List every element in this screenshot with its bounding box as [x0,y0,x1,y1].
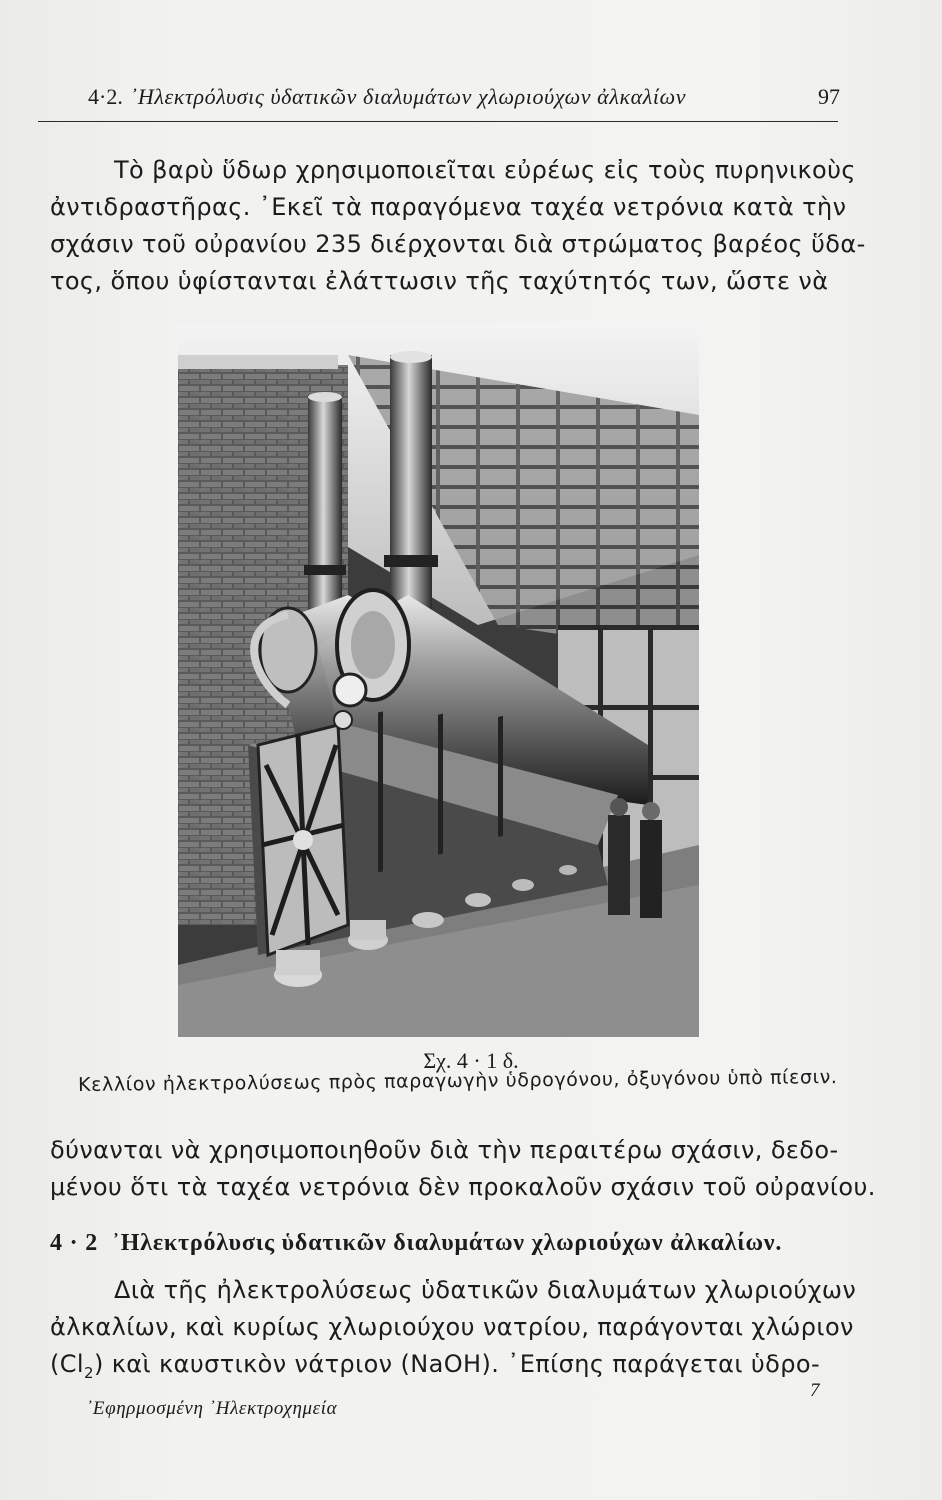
text-line: Τὸ βαρὺ ὕδωρ χρησιμοποιεῖται εὐρέως εἰς τοὺς πυρηνικοὺς [114,156,856,184]
formula-text: (Cl [50,1350,84,1378]
text-line: μένου ὅτι τὰ ταχέα νετρόνια δὲν προκαλοῦν σχάσιν τοῦ οὐρανίου. [50,1173,876,1201]
paragraph-electrolysis [50,1272,857,1383]
section-title: ᾿Ηλεκτρόλυσις ὑδατικῶν διαλυμάτων χλωριούχων ἀλκαλίων. [112,1230,783,1256]
paragraph-fission [50,1132,876,1206]
footer-book-title: ᾿Εφηρμοσμένη ᾿Ηλεκτροχημεία [86,1398,338,1419]
figure-label: Σχ. 4 · 1 δ. [423,1048,519,1073]
electrolysis-cell-photo [178,325,699,1037]
section-heading [50,1230,870,1257]
paragraph-heavy-water [50,152,866,300]
header-rule [38,121,838,122]
text-line: ἀντιδραστῆρας. ᾿Εκεῖ τὰ παραγόμενα ταχέα νετρόνια κατὰ τὴν [50,193,847,221]
text-line: σχάσιν τοῦ οὐρανίου 235 διέρχονται διὰ στρώματος βαρέος ὕδα- [50,230,866,258]
section-number: 4 · 2 [50,1230,99,1256]
formula-subscript: 2 [84,1363,94,1382]
footer-signature: 7 [810,1380,820,1401]
photo-illustration [178,325,699,1037]
text-line: ἀλκαλίων, καὶ κυρίως χλωριούχου νατρίου, παράγονται χλώριον [50,1313,854,1341]
text-line: Διὰ τῆς ἠλεκτρολύσεως ὑδατικῶν διαλυμάτων χλωριούχων [114,1276,857,1304]
figure-caption: Κελλίον ἠλεκτρολύσεως πρὸς παραγωγὴν ὑδρογόνου, ὀξυγόνου ὑπὸ πίεσιν. [78,1066,838,1096]
running-head-section: 4·2. [88,84,123,109]
running-head [88,78,840,118]
running-head-title: ᾿Ηλεκτρόλυσις ὑδατικῶν διαλυμάτων χλωριούχων ἀλκαλίων [130,84,687,109]
text-line: τος, ὅπου ὑφίστανται ἐλάττωσιν τῆς ταχύτητός των, ὥστε νὰ [50,267,829,295]
page-number: 97 [818,84,840,109]
text-line [50,1346,850,1383]
text-line: δύνανται νὰ χρησιμοποιηθοῦν διὰ τὴν περαιτέρω σχάσιν, δεδο- [50,1136,839,1164]
text-continuation: ) καὶ καυστικὸν νάτριον (NaOH). ᾿Επίσης παράγεται ὑδρο- [93,1350,821,1378]
